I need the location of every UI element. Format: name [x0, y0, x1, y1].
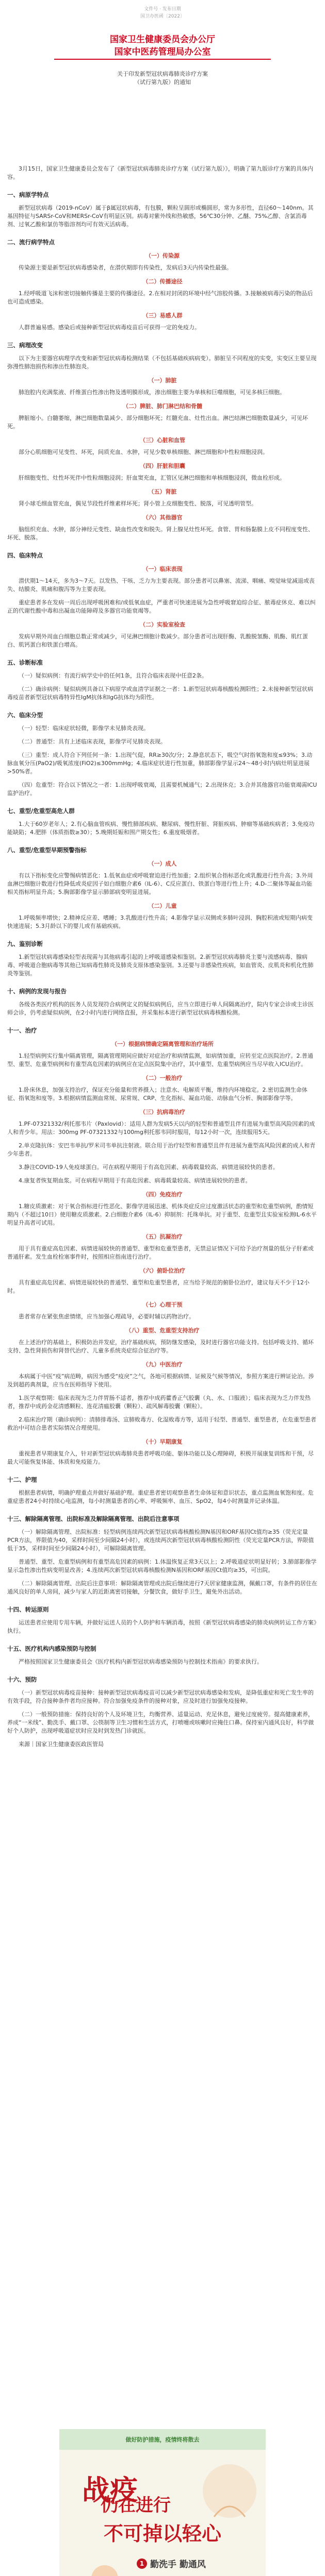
poster-headline-2: 仍在进行 [101, 2495, 171, 2516]
paragraph: 来源｜国家卫生健康委医政医管局 [19, 1741, 104, 1748]
paragraph: 重视患者早期康复介入，针对新型冠状病毒肺炎患者呼吸功能、躯体功能以及心理障碍，积极开展康复训练和干预，尽最大可能恢复体能、体质和免疫能力。 [7, 1450, 314, 1465]
subsection-heading: （三）易感人群 [142, 312, 183, 319]
subsection-heading: （四）免疫治疗 [142, 1191, 183, 1198]
paragraph: 1.经呼吸道飞沫和密切接触传播是主要的传播途径。2.在相对封闭的环境中经气溶胶传播。3.接触被病毒污染的物品后也可造成感染。 [7, 290, 313, 305]
section-heading: 六、临床分型 [7, 711, 43, 719]
subsection-heading: （一）传染源 [145, 252, 180, 259]
section-heading: 十二、护理 [7, 1476, 37, 1483]
paragraph: 3.静注COVID-19人免疫球蛋白。可在病程早期用于有高危因素、病毒载量较高、病情进展较快的患者。 [19, 1164, 279, 1171]
section-heading: 八、重型/危重型早期预警指标 [7, 846, 87, 854]
paragraph: 传染源主要是新型冠状病毒感染者，在潜伏期即有传染性，发病后3天内传染性最强。 [19, 264, 232, 271]
poster-headline-1: 战疫 [82, 2473, 138, 2506]
poster-character-icon [79, 2558, 131, 2576]
paragraph: 各级各类医疗机构的医务人员发现符合病例定义的疑似病例后，应当立即进行单人间隔离治疗，院内专家会诊或主诊医师会诊，仍考虑疑似病例，在2小时内进行网络直报，并采集标本进行新型冠状病毒核酸检测。 [7, 1001, 314, 1016]
paragraph: 根据患者病情，明确护理重点并做好基础护理。重症患者密切观察患者生命体征和意识状态，重点监测血氧饱和度。危重症患者24小时持续心电监测，每小时测量患者的心率、呼吸频率、血压、SpO2，每4小时测量并记录体温。 [7, 1489, 314, 1504]
paragraph: 运送患者应使用专用车辆，并做好运送人员的个人防护和车辆消毒，按照《新型冠状病毒感染的肺炎病例转运工作方案》执行。 [7, 1619, 317, 1634]
subsection-heading: （五）肾脏 [148, 488, 177, 495]
paragraph: 1.医学观察期：临床表现为乏力伴胃肠不适者，推荐中成药藿香正气胶囊（丸、水、口服液）；临床表现为乏力伴发热者，推荐中成药金花清感颗粒、连花清瘟胶囊（颗粒）、疏风解毒胶囊（颗粒）。 [7, 1395, 311, 1410]
section-heading: 二、流行病学特点 [7, 239, 55, 246]
poster-headline-3: 不可掉以轻心 [103, 2522, 221, 2545]
paragraph: 患者常存在紧张焦虑情绪，应当加强心理疏导，必要时辅以药物治疗。 [19, 1313, 194, 1320]
paragraph: 1.大于60岁老年人；2.有心脑血管疾病、慢性肺部疾病、糖尿病、慢性肝脏、肾脏疾病、肿瘤等基础疾病者；3.免疫功能缺陷；4.肥胖（体质指数≥30）；5.晚期妊娠和围产期女性；6.重度吸烟者。 [7, 821, 315, 836]
paragraph: 以下为主要器官病理学改变和新型冠状病毒检测结果（不包括基础疾病病变）。肺脏呈不同程度的实变，实变区主要呈现弥漫性肺泡损伤和渗出性肺泡炎。 [7, 355, 317, 370]
paragraph: 1.糖皮质激素：对于氧合指标进行性恶化、影像学进展迅速、机体炎症反应过度激活状态的重型和危重型病例，酌情短期内（不超过10日）使用糖皮质激素。2.白细胞介素6（IL-6）抑制剂：托珠单抗。对于重型、危重型且实验室检测IL-6水平明显升高者可试用。 [7, 1203, 317, 1226]
subsection-heading: （七）心理干预 [142, 1301, 183, 1308]
paragraph: 新型冠状病毒（2019-nCoV）属于β属冠状病毒，有包膜，颗粒呈圆形或椭圆形，常为多形性，直径60～140nm。其基因特征与SARSr-CoV和MERSr-CoV有明显区别。病毒对紫外线和热敏感，56℃30分钟、乙醚、75%乙醇、含氯消毒剂、过氧乙酸和氯仿等脂溶剂均可有效灭活病毒。 [7, 205, 314, 228]
subsection-heading: （四）肝脏和胆囊 [140, 463, 185, 469]
paragraph: 严格按照国家卫生健康委员会《医疗机构内新型冠状病毒感染预防与控制技术指南》的要求执行。 [19, 1658, 263, 1665]
paragraph: 脾脏缩小。白髓萎缩，淋巴细胞数量减少、部分细胞坏死；红髓充血、灶性出血。淋巴结淋巴细胞数量减少，可见坏死。 [7, 415, 308, 430]
red-divider [54, 59, 271, 60]
subsection-heading: （三）心脏和血管 [140, 437, 185, 444]
section-heading: 四、临床特点 [7, 552, 43, 559]
subsection-heading: （八）重型、危重型支持治疗 [125, 1327, 200, 1334]
subsection-heading: （六）俯卧位治疗 [140, 1267, 185, 1274]
subsection-heading: （一）根据病情确定隔离管理和治疗场所 [111, 1041, 214, 1047]
paragraph: 3月15日，国家卫生健康委员会发布了《新型冠状病毒肺炎诊疗方案（试行第九版）》，明确了第九版诊疗方案的具体内容。 [7, 165, 313, 180]
paragraph: （二）普通型：具有上述临床表现，影像学可见肺炎表现。 [19, 738, 166, 745]
poster-tip [137, 2557, 250, 2570]
paragraph: （四）危重型：符合以下情况之一者：1.出现呼吸衰竭，且需要机械通气；2.出现休克；3.合并其他器官功能衰竭需ICU监护治疗。 [7, 782, 317, 796]
section-heading: 一、病原学特点 [7, 191, 49, 198]
section-heading: 十、病例的发现与报告 [7, 988, 67, 995]
paragraph: 1.PF-07321332/利托那韦片（Paxlovid）：适用人群为发病5天以内的轻型和普通型且伴有进展为重型高风险因素的成人和青少年。用法：300mg PF-07321332与100mg利托那韦同时服用，每12小时一次，连续服用5天。 [7, 1121, 315, 1136]
section-heading: 十一、治疗 [7, 1027, 37, 1034]
subsection-heading: （二）实验室检查 [140, 621, 185, 628]
prevention-poster [59, 2429, 266, 2576]
paragraph: 肾小球毛细血管充血，偶见节段性纤维素样坏死；肾小管上皮细胞变性、脱落，可见透明管型。 [19, 500, 257, 507]
paragraph: 具有重症高危因素、病情进展较快的普通型、重型和危重型患者，应当给予规范的俯卧位治疗，建议每天不少于12小时。 [7, 1279, 310, 1294]
paragraph: 1.呼吸频率增快；2.精神反应差、嗜睡；3.乳酸进行性升高；4.影像学显示双侧或多肺叶浸润、胸腔积液或短期内病变快速进展；5.3月龄以下的婴儿或有基础疾病。 [7, 914, 313, 929]
subsection-heading: （六）其他器官 [142, 514, 183, 521]
subsection-heading: （一）成人 [148, 860, 177, 867]
paragraph: （一）疑似病例：有流行病学史中的任何1条，且符合临床表现中任意2条。 [19, 672, 207, 679]
subsection-heading: （九）中医治疗 [142, 1361, 183, 1368]
issuing-authority-2: 国家中医药管理局办公室 [114, 47, 211, 57]
paragraph: 脑组织充血、水肿，部分神经元变性、缺血性改变和脱失。肾上腺见灶性坏死。食管、胃和肠黏膜上皮不同程度变性、坏死、脱落。 [7, 526, 314, 541]
paragraph: 2.单克隆抗体：安巴韦单抗/罗米司韦单抗注射液。联合用于治疗轻型和普通型且伴有进展为重型高风险因素的成人和青少年患者。 [7, 1142, 316, 1157]
section-heading: 三、病理改变 [7, 342, 43, 349]
paragraph: 用于具有重症高危因素、病情进展较快的普通型、重型和危重型患者，无禁忌证情况下可给予治疗剂量的低分子肝素或普通肝素。发生血栓栓塞事件时，按照相应指南进行治疗。 [7, 1245, 314, 1260]
paragraph: 在上述治疗的基础上，积极防治并发症，治疗基础疾病，预防继发感染，及时进行器官功能支持。包括呼吸支持、循环支持、急性肾损伤和肾替代治疗、儿童多系统炎症综合征治疗等。 [7, 1339, 314, 1354]
paragraph: 人群普遍易感。感染后或接种新型冠状病毒疫苗后可获得一定的免疫力。 [19, 324, 200, 331]
section-heading: 五、诊断标准 [7, 659, 43, 666]
paragraph: 有以下指标变化应警惕病情恶化：1.低氧血症或呼吸窘迫进行性加重；2.组织氧合指标恶化或乳酸进行性升高；3.外周血淋巴细胞计数进行性降低或炎症因子如白细胞介素6（IL-6）、C反应蛋白、铁蛋白等进行性上升；4.D-二聚体等凝血功能相关指标明显升高；5.胸部影像学显示肺部病变明显进展。 [7, 872, 313, 895]
section-heading: 十三、解除隔离管理、出院标准及解除隔离管理、出院后注意事项 [7, 1515, 180, 1522]
paragraph: 部分心肌细胞可见变性、坏死，间质充血、水肿，可见少数单核细胞、淋巴细胞和中性粒细胞浸润。 [19, 449, 268, 455]
subsection-heading: （一）临床表现 [142, 566, 183, 572]
poster-tips-list [137, 2557, 250, 2576]
paragraph: （三）重型：成人符合下列任何一条：1.出现气促，RR≥30次/分；2.静息状态下，吸空气时指氧饱和度≤93%；3.动脉血氧分压(PaO2)/吸氧浓度(FiO2)≤300mmHg；4.临床症状进行性加重，肺部影像学显示24～48小时内病灶明显进展>50%者。 [7, 752, 313, 775]
tip-number: 1 [137, 2558, 147, 2569]
tip-label: 勤洗手 勤通风 [150, 2560, 206, 2570]
subsection-heading: （二）脾脏、肺门淋巴结和骨髓 [123, 403, 202, 410]
paragraph: （二）解除隔离管理、出院后注意事项：解除隔离管理或出院后继续进行7天居家健康监测，佩戴口罩，有条件的居住在通风良好的单人房间，减少与家人的近距离密切接触，分餐饮食，做好手卫生，避免外出活动。 [7, 1580, 317, 1595]
section-heading: 七、重型/危重型高危人群 [7, 807, 75, 815]
document-header [0, 0, 325, 170]
paragraph: 1.轻型病例实行集中隔离管理，隔离管理期间应做好对症治疗和病情监测，如病情加重，应转至定点医院治疗。2.普通型、重型、危重型病例和有重型高危因素的病例应在定点医院集中治疗，其中重型、危重型病例应当尽早收入ICU治疗。 [7, 1053, 313, 1067]
paragraph: （二）一般预防措施：保持良好的个人及环境卫生，均衡营养、适量运动、充足休息，避免过度疲劳。提高健康素养，养成“一米线”、勤洗手、戴口罩、公筷制等卫生习惯和生活方式，打喷嚏或咳嗽时应掩住口鼻。保持室内通风良好，科学做好个人防护，出现呼吸道症状时应及时到发热门诊就医。 [7, 1711, 314, 1734]
paragraph: 2.临床治疗期（确诊病例）：清肺排毒汤、宣肺败毒方、化湿败毒方等，适用于轻型、普通型、重型患者，在危重型患者救治中可结合患者实际情况合理使用。 [7, 1416, 316, 1431]
subsection-heading: （三）抗病毒治疗 [140, 1109, 185, 1115]
paragraph: （一）新型冠状病毒疫苗接种：接种新型冠状病毒疫苗可以减少新型冠状病毒感染和发病，是降低重症和死亡发生率的有效手段，符合接种条件者均应接种。符合加强免疫条件的接种对象，应及时进行加强免疫接种。 [7, 1689, 314, 1704]
paragraph: 肝细胞变性、灶性坏死伴中性粒细胞浸润；肝血窦充血，汇管区见淋巴细胞和单核细胞浸润，微血栓形成。 [19, 474, 285, 481]
paragraph: 重症患者多在发病一周后出现呼吸困难和/或低氧血症，严重者可快速进展为急性呼吸窘迫综合征、脓毒症休克、难以纠正的代谢性酸中毒和出凝血功能障碍及多器官功能衰竭等。 [7, 599, 316, 614]
section-heading: 十四、转运原则 [7, 1606, 49, 1613]
section-heading: 九、鉴别诊断 [7, 940, 43, 947]
section-heading: 十六、预防 [7, 1676, 37, 1683]
subsection-heading: （五）抗凝治疗 [142, 1233, 183, 1240]
section-heading: 十五、医疗机构内感染预防与控制 [7, 1645, 96, 1652]
paragraph: （一）解除隔离管理、出院标准：轻型病例连续两次新型冠状病毒核酸检测N基因和ORF基因Ct值均≥35（荧光定量PCR方法，界限值为40，采样时间至少间隔24小时），或连续两次新型冠状病毒核酸检测阴性（荧光定量PCR方法，界限值低于35，采样时间至少间隔24小时），可解除隔离管理。 [7, 1529, 314, 1552]
subsection-heading: （十）早期康复 [142, 1438, 183, 1445]
subsection-heading: （二）传播途径 [142, 278, 183, 285]
paragraph: 1.卧床休息，加强支持治疗，保证充分能量和营养摄入；注意水、电解质平衡，维持内环境稳定。2.密切监测生命体征、指氧饱和度等。3.根据病情监测血常规、尿常规、CRP、生化指标、凝血功能、动脉血气分析、胸部影像学等。 [7, 1087, 307, 1101]
article-body [7, 165, 318, 1754]
doc-title-line-2: （试行第九版）的通知 [134, 79, 191, 86]
paragraph: 4.康复者恢复期血浆。可在病程早期用于有高危因素、病毒载量较高、病情进展较快的患者。 [19, 1177, 251, 1184]
paragraph: 肺泡腔内充满浆液、纤维蛋白性渗出物及透明膜形成，渗出细胞主要为单核和巨噬细胞，可见多核巨细胞。 [19, 389, 285, 396]
doc-title-line-1: 关于印发新型冠状病毒肺炎诊疗方案 [117, 71, 208, 77]
paragraph: 1.新型冠状病毒感染轻型表现需与其他病毒引起的上呼吸道感染相鉴别。2.新型冠状病毒肺炎主要与流感病毒、腺病毒、呼吸道合胞病毒等其他已知病毒性肺炎及肺炎支原体感染鉴别。3.还要与非感染性疾病，如血管炎、皮肌炎和机化性肺炎等鉴别。 [7, 954, 314, 977]
poster-top-text: 做好防护措施，疫情终将散去 [125, 2436, 200, 2443]
paragraph: 潜伏期1～14天，多为3～7天。以发热、干咳、乏力为主要表现。部分患者可以鼻塞、流涕、咽痛、嗅觉味觉减退或丧失、结膜炎、肌痛和腹泻等为主要表现。 [7, 578, 315, 592]
doc-meta-line-2: 国卫办医函〔2022〕 [140, 14, 185, 19]
subsection-heading: （二）儿童 [148, 903, 177, 909]
paragraph: （二）确诊病例：疑似病例具备以下病原学或血清学证据之一者：1.新型冠状病毒核酸检测阳性；2.未接种新型冠状病毒疫苗者新型冠状病毒特异性IgM抗体和IgG抗体均为阳性。 [7, 686, 313, 701]
paragraph: 本病属于中医“疫”病范畴，病因为感受“疫戾”之气，各地可根据病情、证候及气候等情况，参照方案进行辨证论治。涉及到超药典剂量，应当在医师指导下使用。 [7, 1373, 314, 1388]
paragraph: 普通型、重型、危重型病例和有重型高危因素的病例：1.体温恢复正常3天以上；2.呼吸道症状明显好转；3.肺部影像学显示急性渗出性病变明显改善；4.连续两次新型冠状病毒核酸检测N基因和ORF基因Ct值均≥35，可出院。 [7, 1558, 317, 1573]
issuing-authority-1: 国家卫生健康委员会办公厅 [110, 35, 215, 45]
paragraph: 发病早期外周血白细胞总数正常或减少，可见淋巴细胞计数减少。部分患者可出现肝酶、乳酸脱氢酶、肌酶、肌红蛋白、肌钙蛋白和铁蛋白增高。 [7, 633, 308, 648]
doc-meta-line-1: 文件号 · 发布日期 [144, 7, 181, 12]
subsection-heading: （一）肺脏 [148, 377, 177, 384]
subsection-heading: （二）一般治疗 [142, 1075, 183, 1081]
paragraph: （一）轻型：临床症状轻微，影像学未见肺炎表现。 [19, 725, 149, 732]
